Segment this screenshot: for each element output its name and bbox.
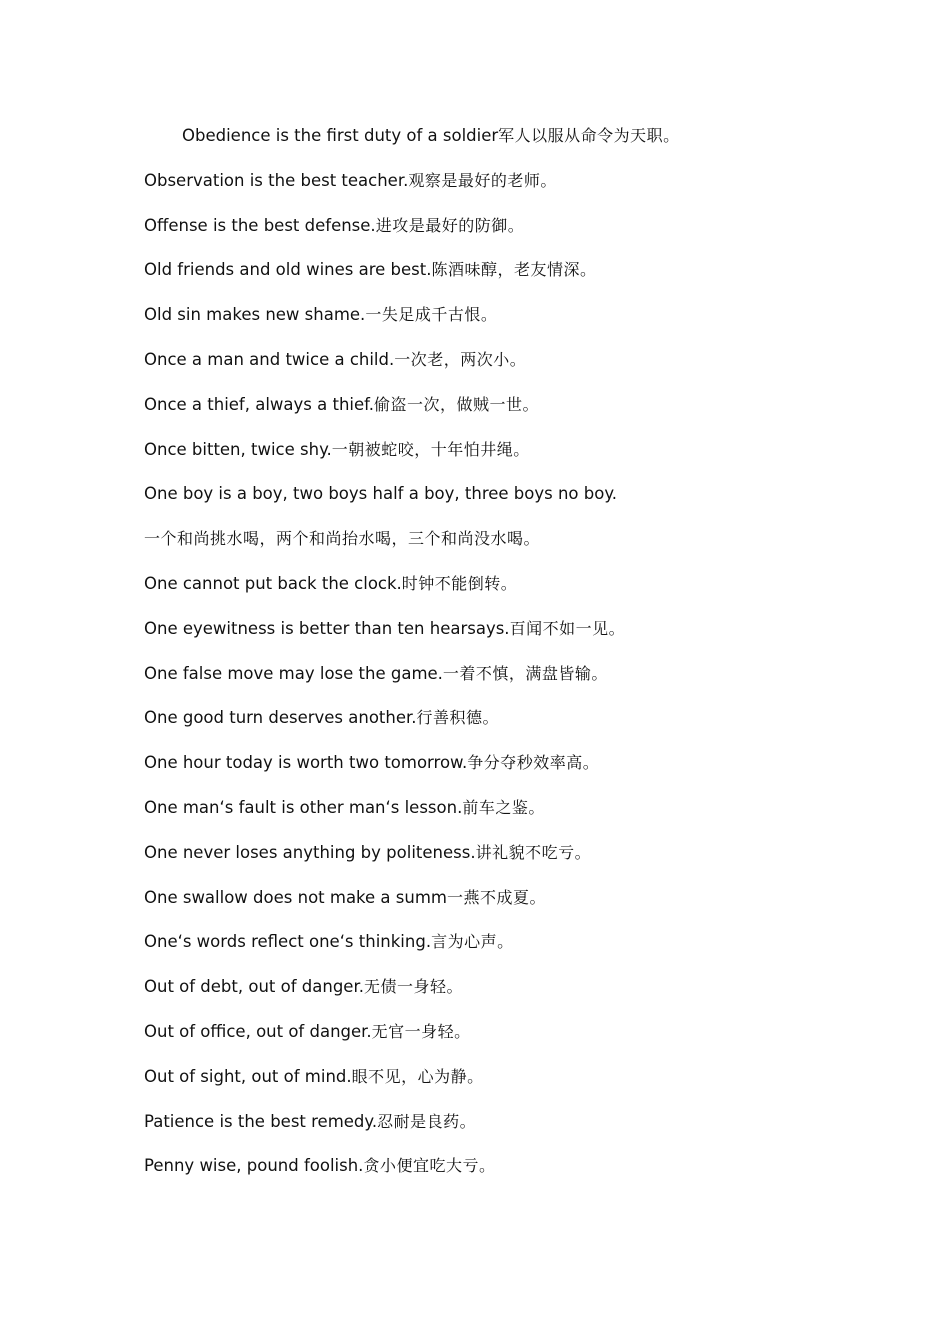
proverb-line [144,525,904,570]
proverb-line [144,794,904,839]
proverb-english: One never loses anything by politeness. [144,842,476,862]
proverb-english: One false move may lose the game. [144,663,443,683]
proverb-chinese: 贪小便宜吃大亏。 [363,1156,496,1176]
proverb-line [144,301,904,346]
proverb-chinese: 军人以服从命令为天职。 [498,126,680,145]
proverb-line [144,660,904,705]
proverb-english: Once a thief, always a thief. [144,394,375,414]
proverb-chinese: 行善积德。 [416,708,500,728]
proverb-line [144,1152,904,1197]
proverb-chinese: 无债一身轻。 [363,977,463,997]
proverb-english: One hour today is worth two tomorrow. [144,753,468,773]
proverb-line [144,346,904,391]
proverb-list [144,122,904,1197]
proverb-english: Offense is the best defense. [144,215,376,235]
proverb-english: Out of sight, out of mind. [144,1066,352,1086]
proverb-line [144,839,904,884]
proverb-english: Penny wise, pound foolish. [144,1156,364,1176]
proverb-chinese: 一着不慎，满盘皆输。 [442,663,608,683]
proverb-line [144,749,904,794]
proverb-line [144,615,904,660]
proverb-line [144,928,904,973]
proverb-english: Old friends and old wines are best. [144,260,432,280]
proverb-chinese: 一失足成千古恨。 [365,305,498,325]
proverb-chinese: 陈酒味醇，老友情深。 [431,260,597,280]
proverb-chinese: 时钟不能倒转。 [401,573,518,593]
proverb-line [144,167,904,212]
proverb-line [144,391,904,436]
proverb-chinese: 眼不见，心为静。 [351,1066,484,1086]
proverb-chinese: 争分夺秒效率高。 [467,753,600,773]
proverb-line [144,1108,904,1153]
proverb-chinese: 一朝被蛇咬，十年怕井绳。 [331,439,530,459]
proverb-chinese: 讲礼貌不吃亏。 [475,842,592,862]
proverb-english: One man‘s fault is other man‘s lesson. [144,797,463,817]
proverb-english: One eyewitness is better than ten hearsays. [144,618,510,638]
proverb-english: Out of debt, out of danger. [144,977,364,997]
proverb-english: Observation is the best teacher. [144,170,409,190]
proverb-english: Obedience is the first duty of a soldier [182,126,499,145]
proverb-line [144,480,904,525]
proverb-english: Once bitten, twice shy. [144,439,332,459]
proverb-chinese: 偷盗一次，做贼一世。 [374,394,540,414]
proverb-chinese: 前车之鉴。 [462,797,545,817]
proverb-chinese: 进攻是最好的防御。 [375,215,525,235]
proverb-english: One‘s words reflect one‘s thinking. [144,932,432,952]
proverb-chinese: 观察是最好的老师。 [408,170,557,190]
proverb-line [144,256,904,301]
proverb-line [144,212,904,257]
proverb-english: One boy is a boy, two boys half a boy, three boys no boy. [144,484,617,504]
proverb-line [144,570,904,615]
proverb-chinese: 一个和尚挑水喝，两个和尚抬水喝，三个和尚没水喝。 [144,529,541,549]
proverb-chinese: 言为心声。 [431,932,514,952]
proverb-english: One good turn deserves another. [144,708,417,728]
proverb-line [144,884,904,929]
proverb-english: One cannot put back the clock. [144,573,402,593]
proverb-line [144,704,904,749]
proverb-english: Once a man and twice a child. [144,349,395,369]
proverb-line [144,1063,904,1108]
proverb-english: One swallow does not make a summ [144,887,447,907]
proverb-english: Out of office, out of danger. [144,1021,372,1041]
proverb-chinese: 百闻不如一见。 [509,618,626,638]
proverb-line [144,436,904,481]
proverb-line [144,122,904,167]
proverb-chinese: 一燕不成夏。 [446,887,546,907]
proverb-chinese: 忍耐是良药。 [377,1111,477,1131]
proverb-chinese: 一次老，两次小。 [394,349,527,369]
proverb-line [144,1018,904,1063]
proverb-chinese: 无官一身轻。 [371,1021,471,1041]
proverb-line [144,973,904,1018]
proverb-english: Patience is the best remedy. [144,1111,378,1131]
proverb-english: Old sin makes new shame. [144,305,366,325]
